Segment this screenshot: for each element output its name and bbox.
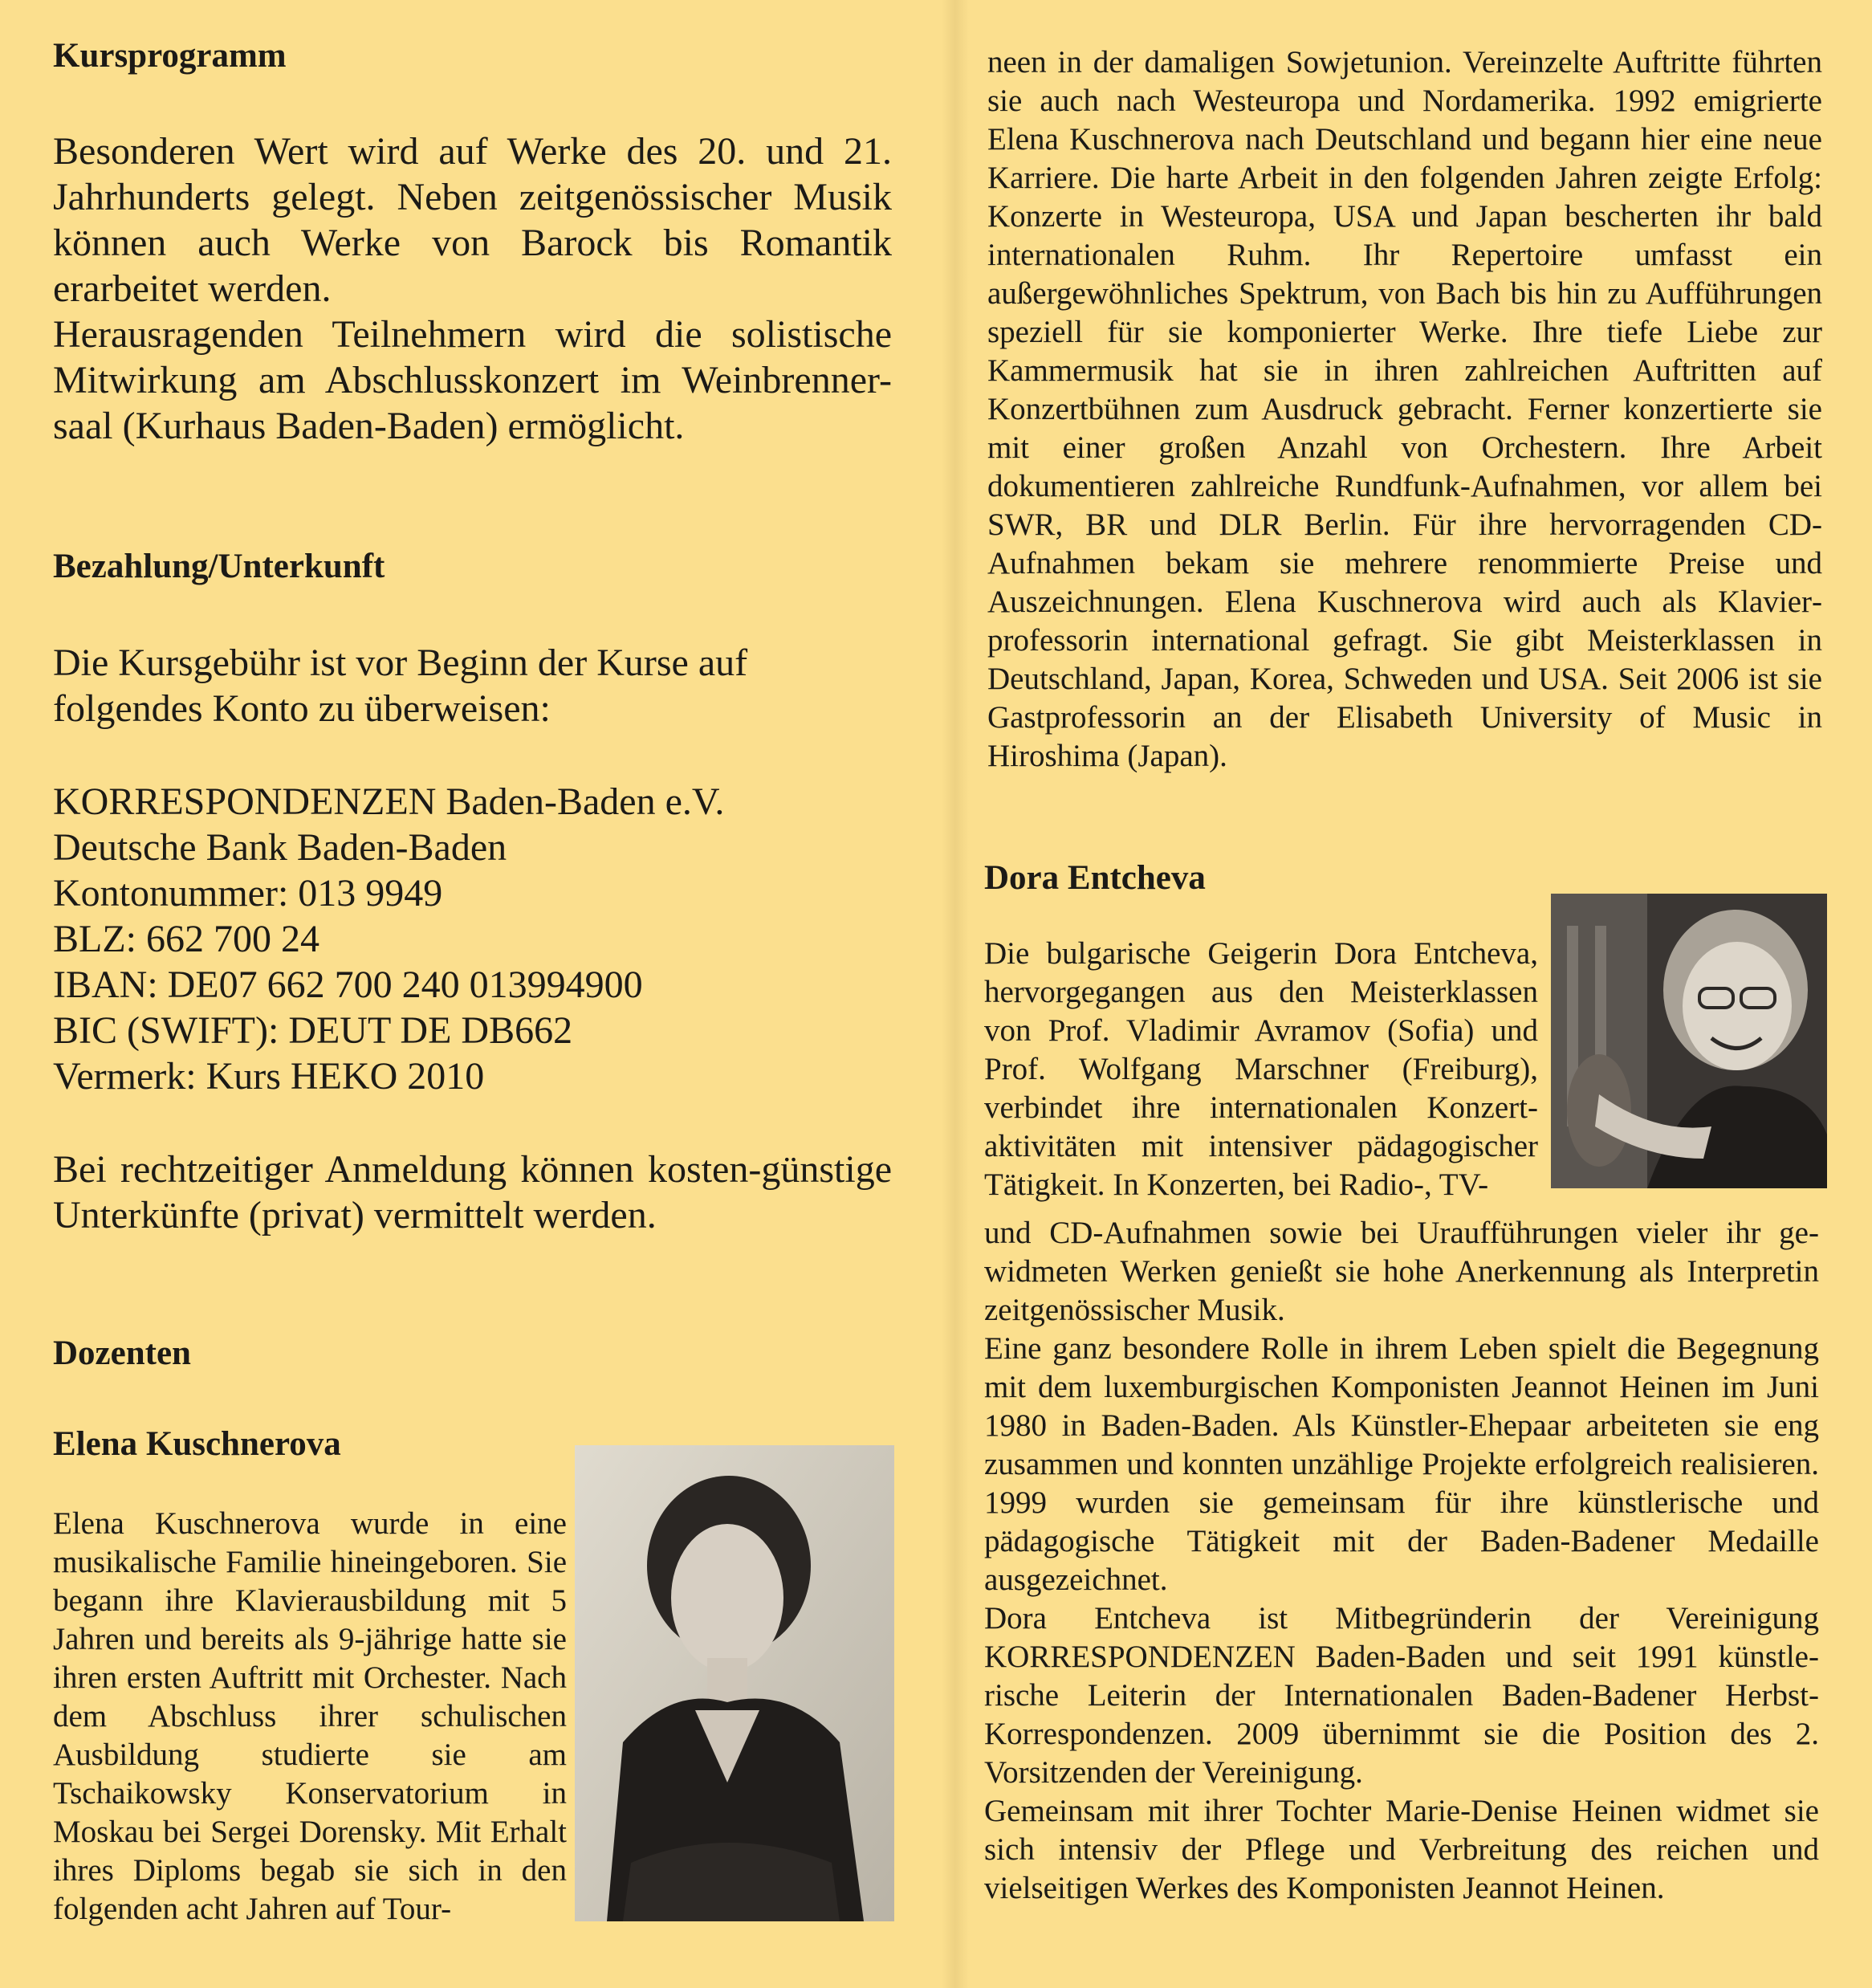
bank-account-block <box>53 779 724 1099</box>
entcheva-paragraph-2: Eine ganz besondere Rolle in ihrem Leben spielt die Begegnung mit dem luxemburgischen Komponisten Jeannot Heinen im Juni 1980 in Baden-Baden. Als Künstler-Ehepaar arbeiteten sie eng zusammen und konnten unzählige Projekte erfolgreich realisieren. 1999 wurden sie gemeinsam für ihre künstlerische und pädagogische Tätigkeit mit der Baden-Badener Medaille ausgezeichnet. <box>984 1331 1819 1597</box>
entcheva-paragraph-3: Dora Entcheva ist Mitbegründerin der Vereinigung KORRESPONDENZEN Baden-Baden und seit 1991 künstlerische Leiterin der Internationalen Baden-Badener Herbst-Korrespondenzen. 2009 übernimmt sie die Position des 2. Vorsitzenden der Vereinigung. <box>984 1601 1819 1790</box>
payment-reference: Vermerk: Kurs HEKO 2010 <box>53 1055 485 1098</box>
payment-intro: Die Kursgebühr ist vor Beginn der Kurse auf folgendes Konto zu überweisen: <box>53 642 748 730</box>
page-fold <box>942 0 969 1988</box>
entcheva-photo <box>1551 894 1827 1188</box>
bic: BIC (SWIFT): DEUT DE DB662 <box>53 1009 573 1052</box>
entcheva-paragraph-4: Gemeinsam mit ihrer Tochter Marie-Denise Heinen widmet sie sich intensiv der Pflege und Verbreitung des reichen und vielseitigen Werkes des Komponisten Jeannot Heinen. <box>984 1794 1819 1905</box>
account-holder: KORRESPONDENZEN Baden-Baden e.V. <box>53 780 725 823</box>
name-kuschnerova: Elena Kuschnerova <box>53 1425 341 1463</box>
heading-dozenten: Dozenten <box>53 1334 191 1372</box>
iban: IBAN: DE07 662 700 240 013994900 <box>53 963 643 1006</box>
kuschnerova-bio-continued: neen in der damaligen Sowjetunion. Vereinzelte Auftritte führten sie auch nach Westeuropa und Nordamerika. 1992 emigrierte Elena Kuschnerova nach Deutschland und begann hier eine neue Karriere. Die harte Arbeit in den folgenden Jahren zeigte Erfolg: Konzerte in Westeuropa, USA und Japan bescherten ihr bald internationalen Ruhm. Ihr Repertoire umfasst ein außergewöhnliches Spektrum, von Bach bis hin zu Aufführungen speziell für sie komponierter Werke. Ihre tiefe Liebe zur Kammermusik hat sie in ihren zahlreichen Auftritten auf Konzertbühnen zum Ausdruck gebracht. Ferner konzertierte sie mit einer großen Anzahl von Orchestern. Ihre Arbeit dokumentieren zahlreiche Rundfunk-Aufnahmen, vor allem bei SWR, BR und DLR Berlin. Für ihre hervorragenden CD-Aufnahmen bekam sie mehrere renommierte Preise und Auszeichnungen. Elena Kuschnerova wird auch als Klavierprofessorin international gefragt. Sie gibt Meisterklassen in Deutschland, Japan, Korea, Schweden und USA. Seit 2006 ist sie Gastprofessorin an der Elisabeth University of Music in Hiroshima (Japan). <box>987 45 1822 773</box>
kursprogramm-text <box>53 128 892 449</box>
heading-bezahlung: Bezahlung/Unterkunft <box>53 548 385 585</box>
entcheva-intro: Die bulgarische Geigerin Dora Entcheva, hervorgegangen aus den Meisterklassen von Prof. Vladimir Avramov (Sofia) und Prof. Wolfgang Marschner (Freiburg), verbindet ihre internationalen Konzertaktivitäten mit intensiver pädagogischer Tätigkeit. In Konzerten, bei Radio-, TV- <box>984 936 1538 1202</box>
heading-kursprogramm: Kursprogramm <box>53 37 287 75</box>
entcheva-paragraph-1: und CD-Aufnahmen sowie bei Uraufführungen vieler ihr gewidmeten Werken genießt sie hohe Anerkennung als Interpretin zeitgenössischer Musik. <box>984 1216 1819 1327</box>
kursprogramm-paragraph-1: Besonderen Wert wird auf Werke des 20. und 21. Jahrhunderts gelegt. Neben zeitgenössischer Musik können auch Werke von Barock bis Romantik erarbeitet werden. <box>53 130 892 310</box>
kuschnerova-photo <box>575 1445 894 1921</box>
account-number: Kontonummer: 013 9949 <box>53 872 443 915</box>
accommodation-text: Bei rechtzeitiger Anmeldung können kosten-günstige Unterkünfte (privat) vermittelt werden. <box>53 1148 892 1236</box>
blz: BLZ: 662 700 24 <box>53 918 319 960</box>
portrait-entcheva-image <box>1551 894 1827 1188</box>
kuschnerova-bio: Elena Kuschnerova wurde in eine musikalische Familie hineingeboren. Sie begann ihre Klavierausbildung mit 5 Jahren und bereits als 9-jährige hatte sie ihren ersten Auftritt mit Orchester. Nach dem Abschluss ihrer schulischen Ausbildung studierte sie am Tschaikowsky Konservatorium in Moskau bei Sergei Dorensky. Mit Erhalt ihres Diploms begab sie sich in den folgenden acht Jahren auf Tour- <box>53 1506 567 1926</box>
portrait-kuschnerova-image <box>575 1445 894 1921</box>
name-entcheva: Dora Entcheva <box>984 859 1206 897</box>
kursprogramm-paragraph-2: Herausragenden Teilnehmern wird die solistische Mitwirkung am Abschlusskonzert im Weinbrenner-saal (Kurhaus Baden-Baden) ermöglicht. <box>53 313 892 447</box>
bank-name: Deutsche Bank Baden-Baden <box>53 826 507 869</box>
